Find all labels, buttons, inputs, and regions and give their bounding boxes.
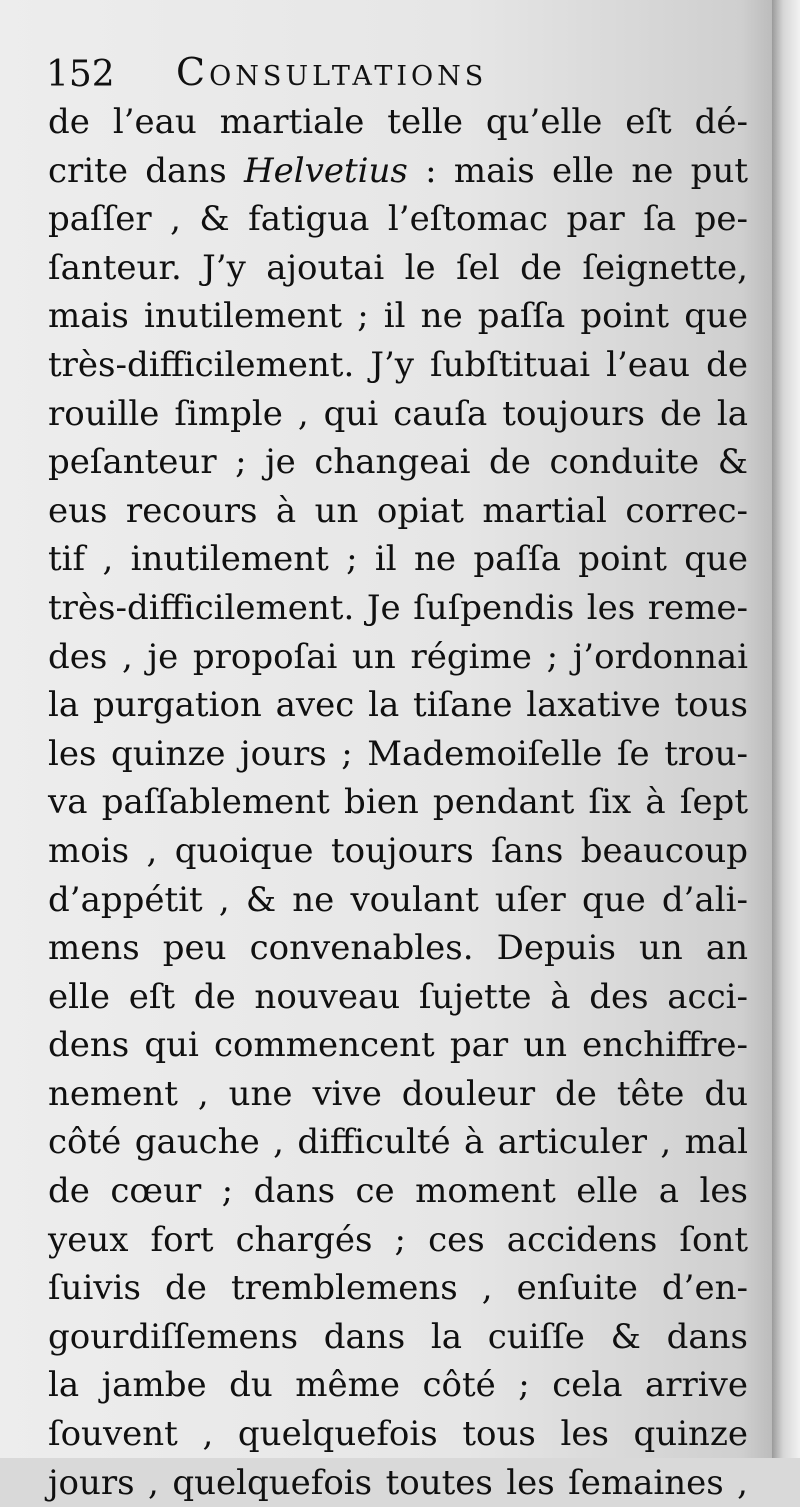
text-line: mois , quoique toujours ſans beaucoup [48, 830, 748, 871]
body-text [48, 98, 748, 1507]
text-line: rouille ſimple , qui cauſa toujours de la [48, 393, 748, 434]
text-line: de l’eau martiale telle qu’elle eſt dé- [48, 102, 748, 142]
text-line: jours , quelquefois toutes les ſemaines , [48, 1462, 748, 1503]
text-line: mais inutilement ; il ne paſſa point que [48, 296, 748, 337]
text-line: d’appétit , & ne voulant uſer que d’ali- [48, 879, 748, 920]
text-line: gourdiſſemens dans la cuiſſe & dans [48, 1316, 748, 1357]
text-line: ſouvent , quelquefois tous les quinze [48, 1414, 748, 1455]
text-line: ſanteur. J’y ajoutai le ſel de ſeignette, [48, 247, 748, 288]
text-line: eus recours à un opiat martial correc- [48, 490, 748, 531]
running-head: Consultations [176, 50, 488, 94]
text-line: dens qui commencent par un enchiffre- [48, 1025, 748, 1066]
text-line: tif , inutilement ; il ne paſſa point que [48, 539, 748, 580]
text-line: peſanteur ; je changeai de conduite & [48, 442, 748, 483]
text-line: nement , une vive douleur de tête du [48, 1073, 748, 1114]
text-line: côté gauche , difficulté à articuler , mal [48, 1122, 748, 1163]
text-line: va paſſablement bien pendant ſix à ſept [48, 782, 748, 823]
page-header [46, 50, 606, 102]
text-line: la purgation avec la tiſane laxative tous [48, 685, 748, 726]
text-line: les quinze jours ; Mademoiſelle ſe trou- [48, 733, 748, 774]
text-line: elle eſt de nouveau ſujette à des acci- [48, 976, 748, 1017]
text-line: très-difficilement. Je ſuſpendis les reme- [48, 587, 748, 628]
text-segment: crite dans [48, 150, 244, 191]
text-line: ſuivis de tremblemens , enſuite d’en- [48, 1268, 748, 1309]
page-binding-edge [772, 0, 800, 1458]
text-line: la jambe du même côté ; cela arrive [48, 1365, 748, 1406]
page-number: 152 [46, 54, 115, 95]
text-line: des , je propoſai un régime ; j’ordonnai [48, 636, 748, 677]
text-line: paſſer , & fatigua l’eſtomac par ſa pe- [48, 199, 748, 240]
text-line: de cœur ; dans ce moment elle a les [48, 1171, 748, 1212]
text-line: yeux fort chargés ; ces accidens ſont [48, 1219, 748, 1260]
text-line: très-difficilement. J’y ſubſtituai l’eau de [48, 344, 748, 385]
text-segment: : mais elle ne put [407, 150, 748, 191]
text-line: mens peu convenables. Depuis un an [48, 928, 748, 969]
text-line-italic [48, 147, 748, 196]
italic-name: Helvetius [243, 150, 408, 191]
